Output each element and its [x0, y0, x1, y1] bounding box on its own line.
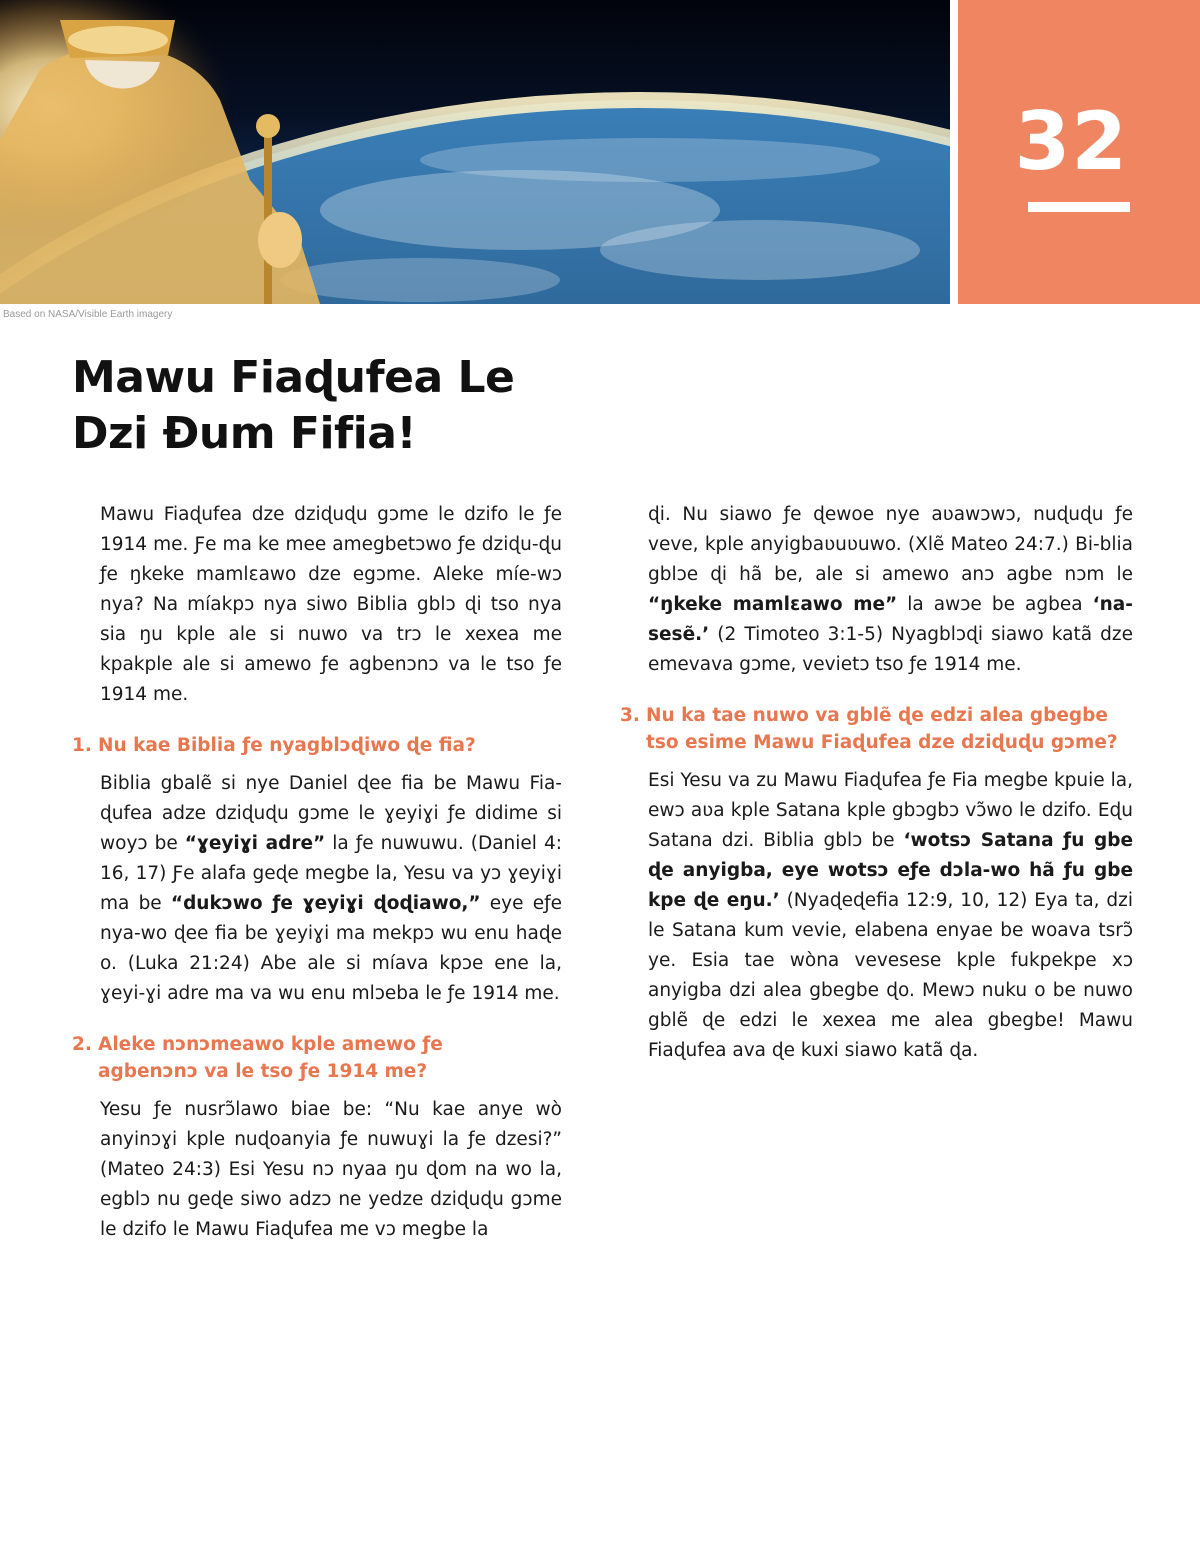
left-column — [72, 500, 562, 1260]
lesson-number-badge — [958, 0, 1200, 304]
section-3-paragraph — [648, 766, 1133, 1066]
text-run: eye eƒe nya-wo ɖee fia be ɣeyiɣi ma mekpɔ wu enu haɖe o. (Luka 21:24) Abe ale si míava kpɔe ene la, ɣeyi-ɣi adre ma va wu enu mlɔeba le ƒe 1914 me. — [100, 893, 562, 1004]
question-number: 1. — [72, 735, 92, 756]
right-column — [620, 500, 1133, 1081]
badge-underline — [1028, 202, 1130, 212]
bold-quote: “ŋkeke mamlɛawo me” — [648, 594, 898, 615]
text-run: la ƒe nuwuwu. (Daniel 4: 16, 17) Ƒe alafa geɖe megbe la, Yesu va yɔ ɣeyiɣi ma be — [100, 833, 562, 914]
hero-image — [0, 0, 950, 304]
image-credit: Based on NASA/Visible Earth imagery — [3, 309, 173, 320]
section-2-paragraph-cont — [648, 500, 1133, 680]
question-3 — [620, 702, 1133, 756]
title-line-1: Mawu Fiaɖufea Le — [72, 352, 515, 403]
text-run: Biblia gbalẽ si nye Daniel ɖee fia be Mawu Fia-ɖufea adze dziɖuɖu gɔme le ɣeyiɣi ƒe didime si woyɔ be — [100, 773, 562, 854]
section-1-paragraph — [100, 769, 562, 1009]
intro-paragraph: Mawu Fiaɖufea dze dziɖuɖu gɔme le dzifo le ƒe 1914 me. Ƒe ma ke mee amegbetɔwo ƒe dziɖu-ɖu ƒe ŋkeke mamlɛawo dze egɔme. Aleke míe-wɔ nya? Na míakpɔ nya siwo Biblia gblɔ ɖi tso nya sia ŋu kple ale si nuwo va trɔ le xexea me kpakple ale si amewo ƒe agbenɔnɔ va le tso ƒe 1914 me. — [100, 504, 562, 705]
bold-quote: ‘wotsɔ Satana ƒu gbe ɖe anyigba, eye wotsɔ eƒe dɔla-wo hã ƒu gbe kpe ɖe eŋu.’ — [648, 830, 1134, 911]
question-line: Aleke nɔnɔmeawo kple amewo ƒe — [98, 1034, 443, 1055]
question-line: Nu ka tae nuwo va gblẽ ɖe edzi alea gbegbe — [646, 705, 1108, 726]
question-1 — [72, 732, 562, 759]
bold-quote: “ɣeyiɣi adre” — [184, 833, 326, 854]
question-line: tso esime Mawu Fiaɖufea dze dziɖuɖu gɔme? — [646, 732, 1118, 753]
title-line-2: Dzi Ðum Fifia! — [72, 408, 417, 459]
question-2 — [72, 1031, 562, 1085]
lesson-number: 32 — [1014, 95, 1128, 188]
question-text — [646, 702, 1133, 756]
question-line: agbenɔnɔ va le tso ƒe 1914 me? — [98, 1061, 428, 1082]
bold-quote: ‘na-sesẽ.’ — [648, 594, 1133, 645]
section-2-paragraph-start: Yesu ƒe nusrɔ̃lawo biae be: “Nu kae anye wò anyinɔɣi kple nuɖoanyia ƒe nuwuɣi la ƒe dzesi?” (Mateo 24:3) Esi Yesu nɔ nyaa ŋu ɖom na wo la, egblɔ nu geɖe siwo adzɔ ne yedze dziɖuɖu gɔme le dzifo le Mawu Fiaɖufea me vɔ megbe la — [100, 1099, 562, 1240]
text-run: ɖi. Nu siawo ƒe ɖewoe nye aʋawɔwɔ, nuɖuɖu ƒe veve, kple anyigbaʋuʋuwo. (Xlẽ Mateo 24:7.) Bi-blia gblɔe ɖi hã be, ale si amewo anɔ agbe nɔm le — [648, 504, 1133, 585]
crowned-king-over-earth-image — [0, 0, 950, 304]
text-run: la awɔe be agbea — [897, 594, 1093, 615]
question-number: 3. — [620, 705, 640, 726]
text-run: (2 Timoteo 3:1-5) Nyagblɔɖi siawo katã dze emevava gɔme, vevietɔ tso ƒe 1914 me. — [648, 624, 1133, 675]
text-run: Esi Yesu va zu Mawu Fiaɖufea ƒe Fia megbe kpuie la, ewɔ aʋa kple Satana kple gbɔgbɔ vɔ̃wo le dzifo. Eɖu Satana dzi. Biblia gblɔ be — [648, 770, 1133, 851]
question-text — [98, 1031, 562, 1085]
bold-quote: “dukɔwo ƒe ɣeyiɣi ɖoɖiawo,” — [170, 893, 481, 914]
question-text: Nu kae Biblia ƒe nyagblɔɖiwo ɖe fia? — [98, 735, 476, 756]
question-number: 2. — [72, 1034, 92, 1055]
text-run: (Nyaɖeɖefia 12:9, 10, 12) Eya ta, dzi le Satana kum vevie, elabena enyae be woava tsrɔ̃ ye. Esia tae wòna vevesese kple fukpekpe xɔ anyigba dzi alea gbegbe ɖo. Mewɔ nuku o be nuwo gblẽ ɖe edzi le xexea me alea gbegbe! Mawu Fiaɖufea ava ɖe kuxi siawo katã ɖa. — [648, 890, 1133, 1061]
page-title — [72, 350, 514, 462]
